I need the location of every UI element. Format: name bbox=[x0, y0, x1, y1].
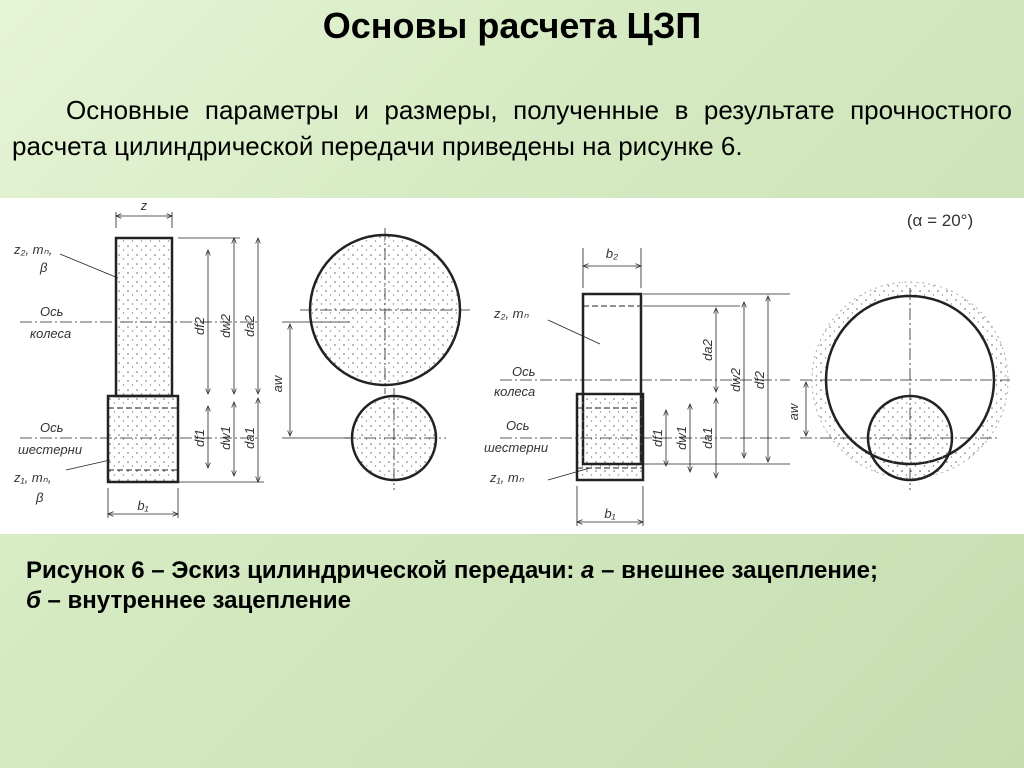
label-z1-mn: z₁, mₙ, bbox=[14, 470, 52, 485]
caption-a: а bbox=[581, 557, 595, 584]
label-axis-wheel-right-2: колеса bbox=[494, 384, 536, 399]
gear-drawing bbox=[0, 198, 1024, 534]
label-beta-top: β bbox=[40, 260, 48, 275]
label-axis-wheel-right-1: Ось bbox=[512, 364, 536, 379]
external-gear-side-view bbox=[20, 212, 264, 518]
label-df2-right: df2 bbox=[752, 370, 767, 390]
wheel-section bbox=[116, 238, 172, 396]
caption-dash-3: – bbox=[40, 587, 68, 614]
external-gear-front-view bbox=[282, 228, 470, 490]
label-z2-mn-right: z₂, mₙ bbox=[494, 306, 529, 321]
alpha-note: (α = 20°) bbox=[906, 211, 974, 230]
internal-gear-side-view bbox=[500, 248, 790, 526]
label-dw2: dw2 bbox=[218, 314, 233, 338]
intro-paragraph: Основные параметры и размеры, полученные в результате прочностного расчета цилиндрической передачи приведены на рисунке 6. bbox=[12, 95, 1012, 161]
label-axis-wheel-2: колеса bbox=[30, 326, 72, 341]
pinion-section bbox=[108, 396, 178, 482]
label-df1: df1 bbox=[192, 428, 207, 448]
label-z: z bbox=[140, 198, 148, 213]
gear-sketch-svg bbox=[0, 198, 1024, 534]
label-z2-mn: z₂, mₙ, bbox=[14, 242, 53, 257]
label-da1-right: da1 bbox=[700, 427, 715, 449]
label-axis-pinion-1: Ось bbox=[40, 420, 64, 435]
label-dw1: dw1 bbox=[218, 426, 233, 450]
label-axis-pinion-right-2: шестерни bbox=[484, 440, 549, 455]
figure-caption bbox=[26, 556, 1006, 616]
label-da2: da2 bbox=[242, 315, 257, 337]
label-axis-wheel-1: Ось bbox=[40, 304, 64, 319]
label-df1-right: df1 bbox=[650, 428, 665, 448]
label-aw-left: aw bbox=[270, 375, 285, 393]
caption-text-3: внутреннее зацепление bbox=[67, 587, 351, 614]
caption-b: б bbox=[26, 587, 41, 614]
caption-text-2: внешнее зацепление; bbox=[621, 557, 878, 584]
label-b1-right: b₁ bbox=[604, 506, 616, 521]
slide-title: Основы расчета ЦЗП bbox=[322, 5, 702, 46]
label-df2: df2 bbox=[192, 316, 207, 336]
pinion-section-internal bbox=[577, 394, 643, 480]
caption-text-1: Эскиз цилиндрической передачи: bbox=[171, 557, 582, 584]
label-axis-pinion-2: шестерни bbox=[18, 442, 83, 457]
label-dw2-right: dw2 bbox=[728, 368, 743, 392]
label-z1-mn-right: z₁, mₙ bbox=[490, 470, 524, 485]
label-b1: b₁ bbox=[137, 498, 149, 513]
caption-dash-2: – bbox=[594, 557, 622, 584]
internal-gear-front-view bbox=[800, 282, 1010, 490]
caption-dash-1: – bbox=[144, 557, 172, 584]
external-gear-front-labels bbox=[270, 374, 285, 392]
label-dw1-right: dw1 bbox=[674, 426, 689, 450]
label-axis-pinion-right-1: Ось bbox=[506, 418, 530, 433]
caption-prefix: Рисунок 6 bbox=[26, 557, 145, 584]
label-aw-right: aw bbox=[786, 403, 801, 421]
label-beta-bottom: β bbox=[36, 490, 44, 505]
label-b2: b₂ bbox=[605, 246, 619, 261]
label-da2-right: da2 bbox=[700, 339, 715, 361]
label-da1: da1 bbox=[242, 427, 257, 449]
